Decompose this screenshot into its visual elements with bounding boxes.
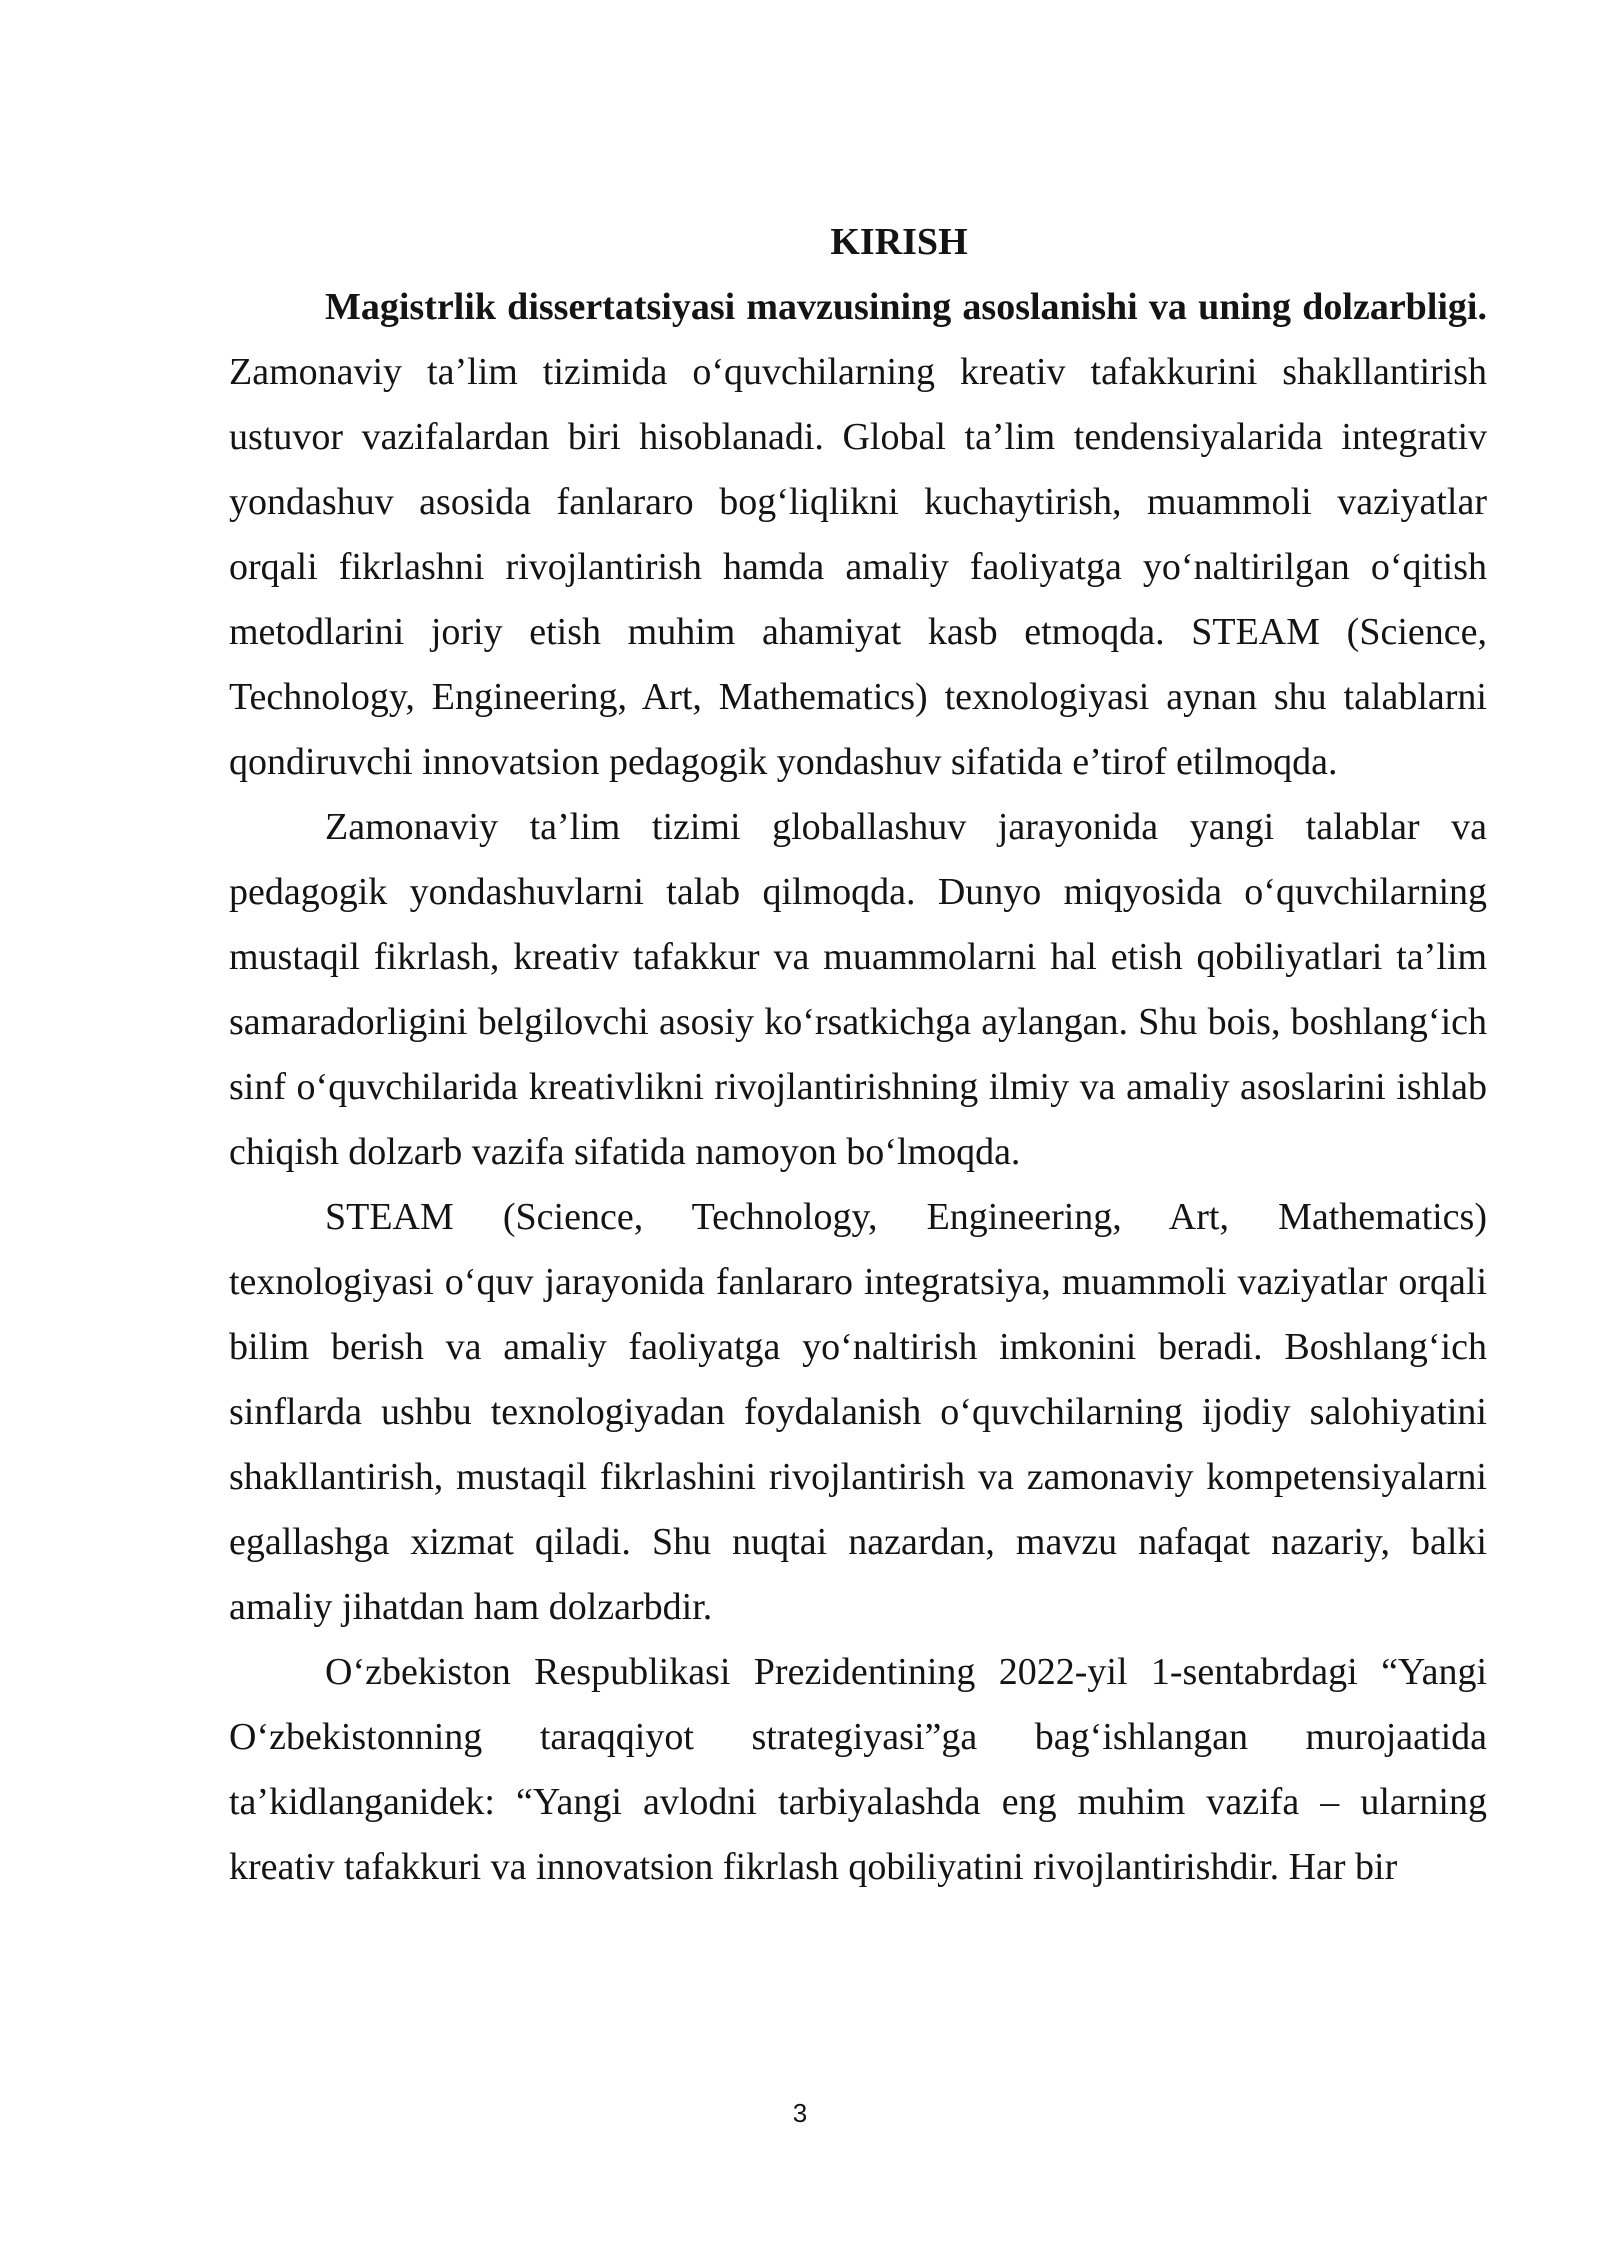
paragraph-text: Zamonaviy ta’lim tizimida o‘quvchilarning kreativ tafakkurini shakllantirish ustuvor vazifalardan biri hisoblanadi. Global ta’lim tendensiyalarida integrativ yondashuv asosida fanlararo bog‘liqlikni kuchaytirish, muammoli vaziyatlar orqali fikrlashni rivojlantirish hamda amaliy faoliyatga yo‘naltirilgan o‘qitish metodlarini joriy etish muhim ahamiyat kasb etmoqda. STEAM (Science, Technology, Engineering, Art, Mathematics) texnologiyasi aynan shu talablarni qondiruvchi innovatsion pedagogik yondashuv sifatida e’tirof etilmoqda. [229, 351, 1487, 783]
paragraph-lead: Magistrlik dissertatsiyasi mavzusining asoslanishi va uning dolzarbligi. [325, 286, 1487, 328]
paragraph-3: STEAM (Science, Technology, Engineering, Art, Mathematics) texnologiyasi o‘quv jarayonida fanlararo integratsiya, muammoli vaziyatlar orqali bilim berish va amaliy faoliyatga yo‘naltirish imkonini beradi. Boshlang‘ich sinflarda ushbu texnologiyadan foydalanish o‘quvchilarning ijodiy salohiyatini shakllantirish, mustaqil fikrlashini rivojlantirish va zamonaviy kompetensiyalarni egallashga xizmat qiladi. Shu nuqtai nazardan, mavzu nafaqat nazariy, balki amaliy jihatdan ham dolzarbdir. [229, 1196, 1487, 1628]
paragraph-1 [229, 275, 1487, 795]
paragraph-4: O‘zbekiston Respublikasi Prezidentining 2022-yil 1-sentabrdagi “Yangi O‘zbekistonning taraqqiyot strategiyasi”ga bag‘ishlangan murojaatida ta’kidlanganidek: “Yangi avlodni tarbiyalashda eng muhim vazifa – ularning kreativ tafakkuri va innovatsion fikrlash qobiliyatini rivojlantirishdir. Har bir [229, 1651, 1487, 1888]
page-number: 3 [792, 2098, 808, 2128]
section-heading: KIRISH [830, 221, 968, 263]
page-content [229, 210, 1487, 1900]
paragraph-2: Zamonaviy ta’lim tizimi globallashuv jarayonida yangi talablar va pedagogik yondashuvlarni talab qilmoqda. Dunyo miqyosida o‘quvchilarning mustaqil fikrlash, kreativ tafakkur va muammolarni hal etish qobiliyatlari ta’lim samaradorligini belgilovchi asosiy ko‘rsatkichga aylangan. Shu bois, boshlang‘ich sinf o‘quvchilarida kreativlikni rivojlantirishning ilmiy va amaliy asoslarini ishlab chiqish dolzarb vazifa sifatida namoyon bo‘lmoqda. [229, 806, 1487, 1173]
